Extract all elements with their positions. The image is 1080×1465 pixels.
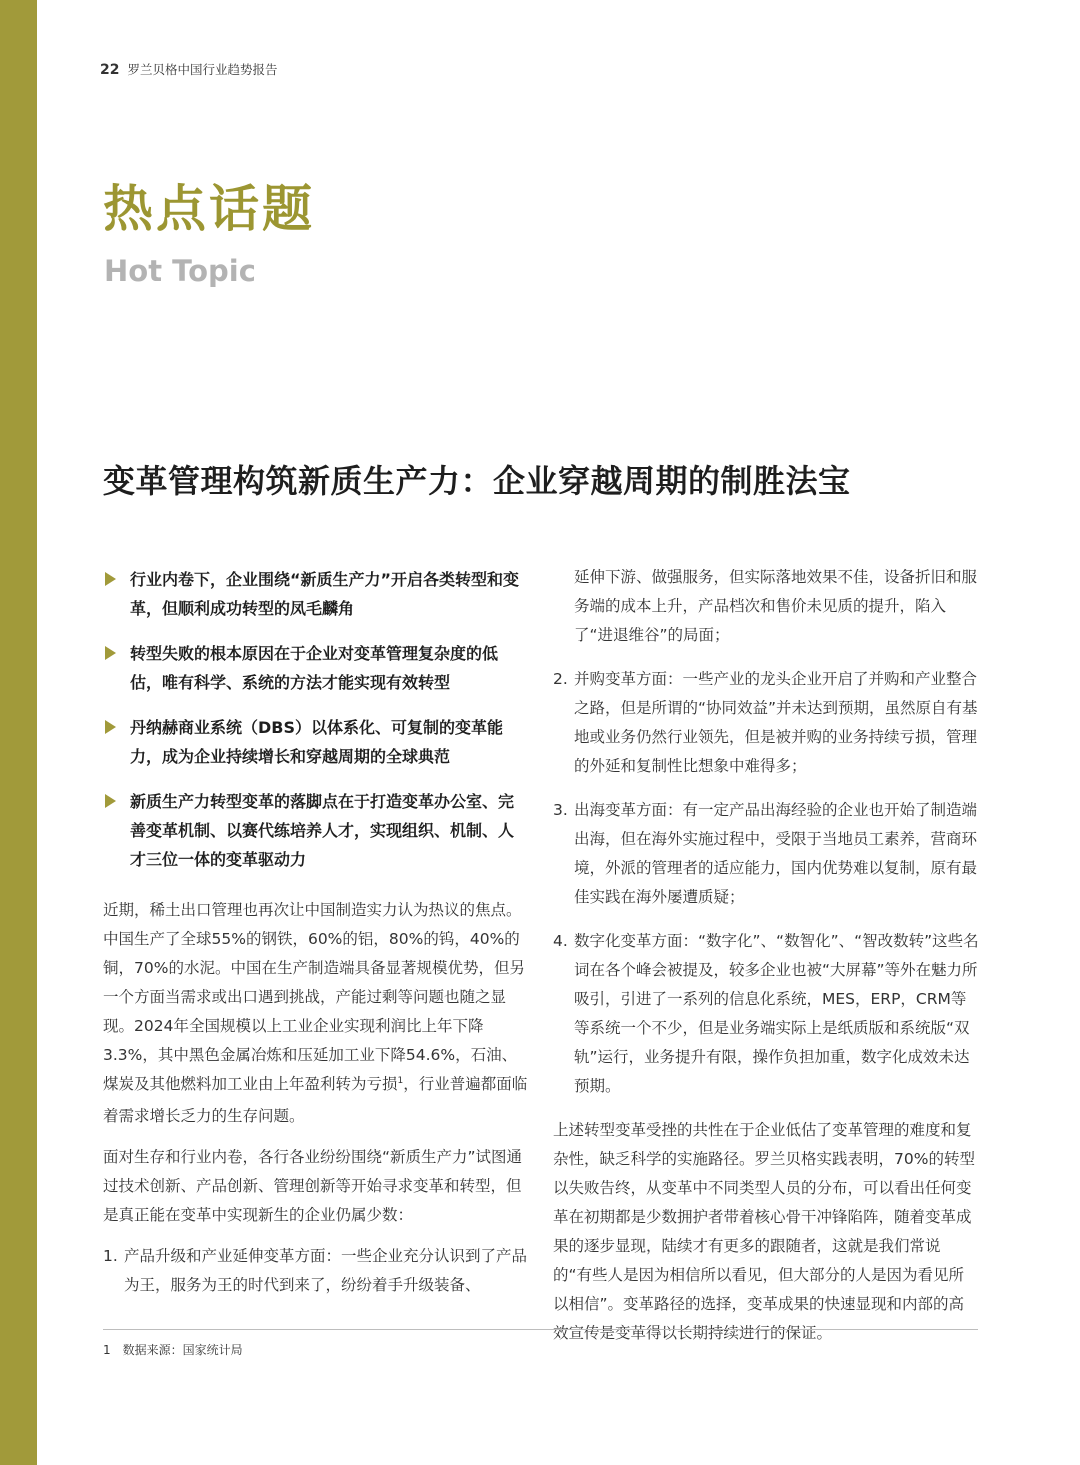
key-point <box>103 713 529 771</box>
body-paragraph: 面对生存和行业内卷，各行各业纷纷围绕“新质生产力”试图通过技术创新、产品创新、管理创新等开始寻求变革和转型，但是真正能在变革中实现新生的企业仍属少数： <box>103 1148 523 1224</box>
footnote-text: 数据来源：国家统计局 <box>122 1343 243 1357</box>
triangle-bullet-icon <box>105 646 116 660</box>
item-text: 出海变革方面：有一定产品出海经验的企业也开始了制造端出海，但在海外实施过程中，受限于当地员工素养，营商环境，外派的管理者的适应能力，国内优势难以复制，原有最佳实践在海外屡遭质疑； <box>574 801 978 906</box>
right-column <box>553 563 979 1360</box>
footnote-number: 1 <box>103 1343 111 1357</box>
running-header <box>100 60 278 78</box>
section-title-en: Hot Topic <box>104 254 256 288</box>
item-number: 3. <box>553 801 568 819</box>
key-point-text: 丹纳赫商业系统（DBS）以体系化、可复制的变革能力，成为企业持续增长和穿越周期的全球典范 <box>130 718 504 766</box>
report-name: 罗兰贝格中国行业趋势报告 <box>127 62 278 77</box>
triangle-bullet-icon <box>105 720 116 734</box>
key-point <box>103 787 529 874</box>
body-paragraph: 近期，稀土出口管理也再次让中国制造实力认为热议的焦点。中国生产了全球55%的钢铁，60%的铝，80%的钨，40%的铜，70%的水泥。中国在生产制造端具备显著规模优势，但另一个方面当需求或出口遇到挑战，产能过剩等问题也随之显现。2024年全国规模以上工业企业实现利润比上年下降3.3%，其中黑色金属冶炼和压延加工业下降54.6%，石油、煤炭及其他燃料加工业由上年盈利转为亏损$^1$，行业普遍都面临着需求增长乏力的生存问题。 <box>103 901 528 1125</box>
article-title: 变革管理构筑新质生产力：企业穿越周期的制胜法宝 <box>103 462 851 500</box>
left-column <box>103 565 529 1315</box>
footnote-divider <box>103 1329 978 1330</box>
numbered-list <box>103 1242 529 1300</box>
numbered-item <box>553 665 979 781</box>
item-text: 并购变革方面：一些产业的龙头企业开启了并购和产业整合之路，但是所谓的“协同效益”并未达到预期，虽然原自有基地或业务仍然行业领先，但是被并购的业务持续亏损，管理的外延和复制性比想象中难得多； <box>574 670 978 775</box>
item-number: 1. <box>103 1247 118 1265</box>
key-point-text: 转型失败的根本原因在于企业对变革管理复杂度的低估，唯有科学、系统的方法才能实现有效转型 <box>130 644 499 692</box>
section-title-cn: 热点话题 <box>103 180 315 238</box>
body-paragraph: 上述转型变革受挫的共性在于企业低估了变革管理的难度和复杂性，缺乏科学的实施路径。罗兰贝格实践表明，70%的转型以失败告终，从变革中不同类型人员的分布，可以看出任何变革在初期都是少数拥护者带着核心骨干冲锋陷阵，随着变革成果的逐步显现，陆续才有更多的跟随者，这就是我们常说的“有些人是因为相信所以看见，但大部分的人是因为看见所以相信”。变革路径的选择，变革成果的快速显现和内部的高效宣传是变革得以长期持续进行的保证。 <box>553 1121 975 1342</box>
key-point <box>103 565 529 623</box>
key-point-text: 行业内卷下，企业围绕“新质生产力”开启各类转型和变革，但顺利成功转型的凤毛麟角 <box>130 570 520 618</box>
item-text: 数字化变革方面：“数字化”、“数智化”、“智改数转”这些名词在各个峰会被提及，较多企业也被“大屏幕”等外在魅力所吸引，引进了一系列的信息化系统，MES，ERP，CRM等等系统一个不少，但是业务端实际上是纸质版和系统版“双轨”运行，业务提升有限，操作负担加重，数字化成效未达预期。 <box>574 932 979 1095</box>
key-point <box>103 639 529 697</box>
key-point-text: 新质生产力转型变革的落脚点在于打造变革办公室、完善变革机制、以赛代练培养人才，实现组织、机制、人才三位一体的变革驱动力 <box>130 792 515 869</box>
key-points-list <box>103 565 529 874</box>
page-number: 22 <box>100 62 120 78</box>
item-text: 产品升级和产业延伸变革方面：一些企业充分认识到了产品为王，服务为王的时代到来了，纷纷着手升级装备、 <box>124 1247 528 1294</box>
numbered-item <box>553 796 979 912</box>
footnote <box>103 1341 243 1358</box>
numbered-item <box>553 927 979 1101</box>
numbered-list <box>553 665 979 1101</box>
item-number: 2. <box>553 670 568 688</box>
footnote-ref: 1 <box>397 1076 404 1086</box>
triangle-bullet-icon <box>105 794 116 808</box>
numbered-item <box>103 1242 529 1300</box>
item-number: 4. <box>553 932 568 950</box>
triangle-bullet-icon <box>105 572 116 586</box>
side-accent-bar <box>0 0 37 1465</box>
numbered-item-continuation: 延伸下游、做强服务，但实际落地效果不佳，设备折旧和服务端的成本上升，产品档次和售价未见质的提升，陷入了“进退维谷”的局面； <box>574 568 978 644</box>
